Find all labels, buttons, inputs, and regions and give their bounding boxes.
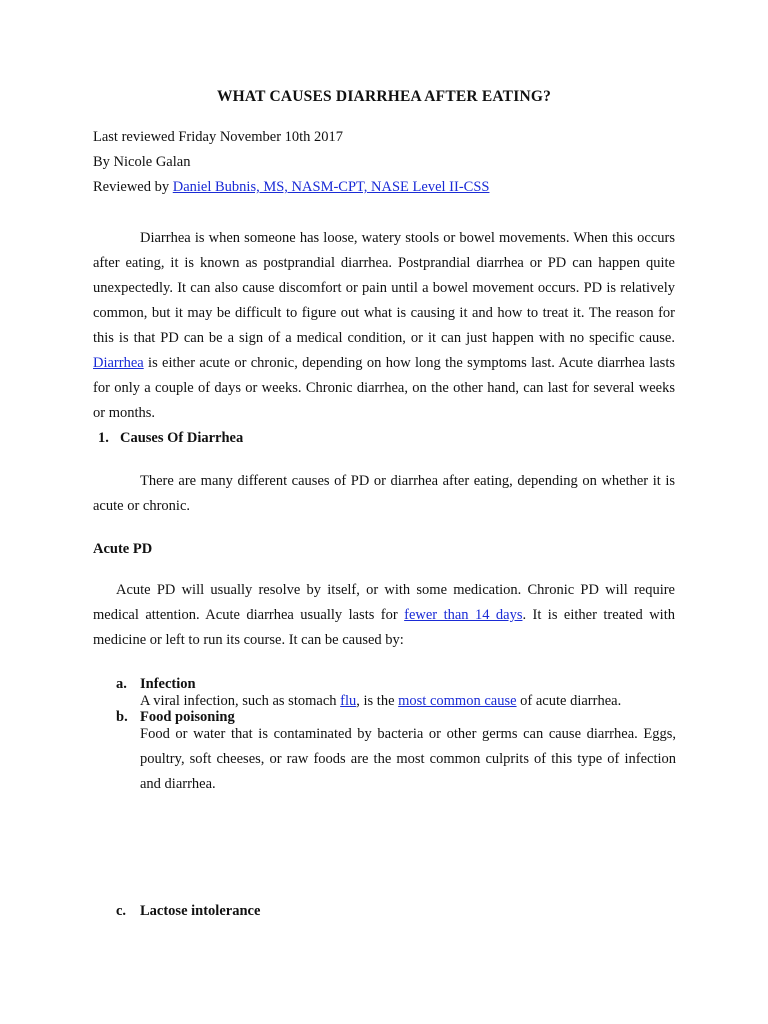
- acute-text-2: . It is either treated with medicine or left to run its course. It can be caused by:: [93, 607, 675, 648]
- infection-text-3: of acute diarrhea.: [516, 693, 622, 709]
- document-meta: [93, 125, 489, 200]
- most-common-cause-link[interactable]: most common cause: [398, 693, 517, 709]
- reviewed-by-prefix: Reviewed by: [93, 179, 173, 195]
- intro-text-2: is either acute or chronic, depending on how long the symptoms last. Acute diarrhea lasts for only a couple of days or weeks. Chronic diarrhea, on the other hand, can last for several weeks or months.: [93, 355, 675, 421]
- intro-text-1: Diarrhea is when someone has loose, watery stools or bowel movements. When this occurs after eating, it is known as postprandial diarrhea. Postprandial diarrhea or PD can happen quite unexpectedly. It can also cause discomfort or pain until a bowel movement occurs. PD is relatively common, but it may be difficult to figure out what is causing it and how to treat it. The reason for this is that PD can be a sign of a medical condition, or it can just happen with no specific cause.: [93, 230, 675, 346]
- reviewer-link[interactable]: Daniel Bubnis, MS, NASM-CPT, NASE Level II-CSS: [172, 179, 490, 195]
- section-number: 1.: [98, 430, 109, 446]
- reviewed-by-line: [93, 175, 489, 200]
- acute-pd-heading: Acute PD: [93, 541, 153, 557]
- diarrhea-link[interactable]: Diarrhea: [93, 355, 144, 371]
- list-marker: a.: [116, 676, 127, 692]
- list-item-infection: [116, 676, 676, 710]
- infection-text-1: A viral infection, such as stomach: [140, 693, 341, 709]
- causes-paragraph: There are many different causes of PD or diarrhea after eating, depending on whether it is acute or chronic.: [93, 473, 675, 514]
- list-item-heading: Infection: [140, 676, 196, 692]
- last-reviewed: Last reviewed Friday November 10th 2017: [93, 129, 344, 145]
- list-item-lactose-intolerance: [116, 903, 676, 923]
- section-heading-causes: [98, 430, 243, 447]
- acute-pd-paragraph: [93, 578, 675, 653]
- list-item-text: Food or water that is contaminated by bacteria or other germs can cause diarrhea. Eggs, poultry, soft cheeses, or raw foods are the most common culprits of this type of infection and diarrhea.: [140, 726, 676, 792]
- document-title: WHAT CAUSES DIARRHEA AFTER EATING?: [216, 88, 552, 105]
- list-marker: b.: [116, 709, 128, 725]
- list-item-heading: Lactose intolerance: [140, 903, 261, 919]
- list-item-food-poisoning: [116, 709, 676, 799]
- list-item-text: [140, 692, 676, 710]
- fewer-than-14-days-link[interactable]: fewer than 14 days: [404, 607, 523, 623]
- list-item-heading: Food poisoning: [140, 709, 235, 725]
- acute-text-1: Acute PD will usually resolve by itself, or with some medication. Chronic PD will require medical attention. Acute diarrhea usually lasts for: [93, 582, 675, 623]
- section-heading-text: Causes Of Diarrhea: [120, 430, 244, 446]
- infection-text-2: , is the: [356, 693, 399, 709]
- intro-paragraph: [93, 226, 675, 426]
- author-line: By Nicole Galan: [93, 154, 191, 170]
- flu-link[interactable]: flu: [340, 693, 357, 709]
- list-marker: c.: [116, 903, 127, 919]
